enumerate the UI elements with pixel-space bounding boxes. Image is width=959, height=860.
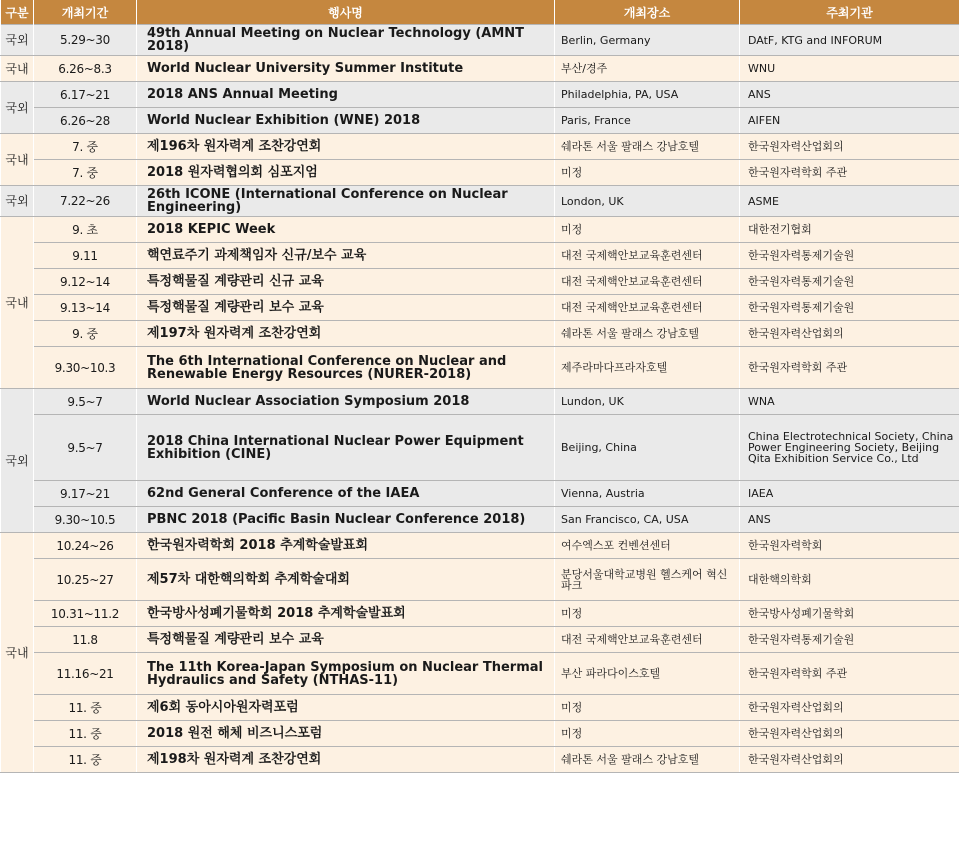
table-row: [1, 653, 959, 695]
table-row: [1, 533, 959, 559]
header-organizer: 주최기관: [740, 0, 959, 25]
period-cell: 9.12~14: [34, 269, 137, 295]
organizer-cell: 대한전기협회: [740, 217, 959, 243]
period-cell: 9.30~10.5: [34, 507, 137, 533]
organizer-cell: 한국원자력통제기술원: [740, 269, 959, 295]
period-cell: 6.26~28: [34, 108, 137, 134]
period-cell: 9.5~7: [34, 389, 137, 415]
venue-cell: London, UK: [555, 186, 740, 217]
table-row: [1, 481, 959, 507]
period-cell: 10.25~27: [34, 559, 137, 601]
category-cell: 국외: [1, 25, 34, 56]
organizer-cell: ANS: [740, 82, 959, 108]
header-row: [1, 0, 959, 25]
organizer-cell: 한국원자력학회 주관: [740, 347, 959, 389]
table-row: [1, 559, 959, 601]
organizer-cell: 한국원자력산업회의: [740, 134, 959, 160]
table-row: [1, 56, 959, 82]
organizer-cell: 한국원자력산업회의: [740, 721, 959, 747]
table-row: [1, 25, 959, 56]
venue-cell: 분당서울대학교병원 헬스케어 혁신파크: [555, 559, 740, 601]
organizer-cell: 한국원자력통제기술원: [740, 243, 959, 269]
period-cell: 10.31~11.2: [34, 601, 137, 627]
venue-cell: 부산/경주: [555, 56, 740, 82]
event-name-cell: 제57차 대한핵의학회 추계학술대회: [137, 559, 555, 601]
table-row: [1, 269, 959, 295]
header-period: 개최기간: [34, 0, 137, 25]
event-name-cell: 26th ICONE (International Conference on Nuclear Engineering): [137, 186, 555, 217]
header-venue: 개최장소: [555, 0, 740, 25]
period-cell: 7.22~26: [34, 186, 137, 217]
venue-cell: 대전 국제핵안보교육훈련센터: [555, 295, 740, 321]
period-cell: 9. 중: [34, 321, 137, 347]
venue-cell: 대전 국제핵안보교육훈련센터: [555, 243, 740, 269]
venue-cell: Vienna, Austria: [555, 481, 740, 507]
event-name-cell: The 6th International Conference on Nuclear and Renewable Energy Resources (NURER-2018): [137, 347, 555, 389]
organizer-cell: 한국원자력학회: [740, 533, 959, 559]
period-cell: 9.13~14: [34, 295, 137, 321]
event-name-cell: 한국원자력학회 2018 추계학술발표회: [137, 533, 555, 559]
venue-cell: Beijing, China: [555, 415, 740, 481]
organizer-cell: ANS: [740, 507, 959, 533]
period-cell: 9.17~21: [34, 481, 137, 507]
event-name-cell: 2018 ANS Annual Meeting: [137, 82, 555, 108]
venue-cell: 미정: [555, 601, 740, 627]
event-name-cell: 2018 원전 해체 비즈니스포럼: [137, 721, 555, 747]
table-row: [1, 747, 959, 773]
period-cell: 9.5~7: [34, 415, 137, 481]
event-name-cell: 62nd General Conference of the IAEA: [137, 481, 555, 507]
venue-cell: San Francisco, CA, USA: [555, 507, 740, 533]
venue-cell: 대전 국제핵안보교육훈련센터: [555, 269, 740, 295]
table-row: [1, 695, 959, 721]
table-row: [1, 82, 959, 108]
period-cell: 5.29~30: [34, 25, 137, 56]
table-row: [1, 160, 959, 186]
event-name-cell: 핵연료주기 과제책임자 신규/보수 교육: [137, 243, 555, 269]
venue-cell: 쉐라톤 서울 팔래스 강남호텔: [555, 321, 740, 347]
event-name-cell: 특정핵물질 계량관리 보수 교육: [137, 295, 555, 321]
venue-cell: 미정: [555, 217, 740, 243]
category-cell: 국내: [1, 134, 34, 186]
venue-cell: 여수엑스포 컨벤션센터: [555, 533, 740, 559]
event-name-cell: PBNC 2018 (Pacific Basin Nuclear Conference 2018): [137, 507, 555, 533]
organizer-cell: 한국원자력통제기술원: [740, 627, 959, 653]
event-name-cell: 특정핵물질 계량관리 신규 교육: [137, 269, 555, 295]
event-name-cell: 49th Annual Meeting on Nuclear Technology (AMNT 2018): [137, 25, 555, 56]
event-name-cell: 제6회 동아시아원자력포럼: [137, 695, 555, 721]
organizer-cell: China Electrotechnical Society, China Power Engineering Society, Beijing Qita Exhibition Service Co., Ltd: [740, 415, 959, 481]
venue-cell: 미정: [555, 160, 740, 186]
organizer-cell: AIFEN: [740, 108, 959, 134]
period-cell: 9.11: [34, 243, 137, 269]
organizer-cell: 한국원자력통제기술원: [740, 295, 959, 321]
period-cell: 7. 중: [34, 160, 137, 186]
table-row: [1, 507, 959, 533]
table-row: [1, 627, 959, 653]
venue-cell: 미정: [555, 721, 740, 747]
category-cell: 국내: [1, 533, 34, 773]
table-row: [1, 389, 959, 415]
organizer-cell: 한국방사성폐기물학회: [740, 601, 959, 627]
period-cell: 7. 중: [34, 134, 137, 160]
period-cell: 11.16~21: [34, 653, 137, 695]
organizer-cell: 한국원자력산업회의: [740, 695, 959, 721]
period-cell: 9. 초: [34, 217, 137, 243]
category-cell: 국외: [1, 389, 34, 533]
venue-cell: Berlin, Germany: [555, 25, 740, 56]
period-cell: 11. 중: [34, 695, 137, 721]
table-row: [1, 321, 959, 347]
event-name-cell: World Nuclear Association Symposium 2018: [137, 389, 555, 415]
table-row: [1, 347, 959, 389]
period-cell: 6.26~8.3: [34, 56, 137, 82]
table-row: [1, 217, 959, 243]
table-row: [1, 108, 959, 134]
organizer-cell: 대한핵의학회: [740, 559, 959, 601]
organizer-cell: WNA: [740, 389, 959, 415]
table-row: [1, 134, 959, 160]
venue-cell: 쉐라톤 서울 팔래스 강남호텔: [555, 134, 740, 160]
organizer-cell: ASME: [740, 186, 959, 217]
organizer-cell: 한국원자력산업회의: [740, 747, 959, 773]
event-name-cell: 제198차 원자력계 조찬강연회: [137, 747, 555, 773]
period-cell: 10.24~26: [34, 533, 137, 559]
table-body: [1, 25, 959, 773]
event-name-cell: World Nuclear University Summer Institute: [137, 56, 555, 82]
category-cell: 국외: [1, 82, 34, 134]
event-name-cell: 2018 KEPIC Week: [137, 217, 555, 243]
category-cell: 국내: [1, 56, 34, 82]
event-name-cell: 2018 China International Nuclear Power Equipment Exhibition (CINE): [137, 415, 555, 481]
organizer-cell: WNU: [740, 56, 959, 82]
category-cell: 국외: [1, 186, 34, 217]
event-name-cell: The 11th Korea-Japan Symposium on Nuclear Thermal Hydraulics and Safety (NTHAS-11): [137, 653, 555, 695]
event-name-cell: 특정핵물질 계량관리 보수 교육: [137, 627, 555, 653]
event-name-cell: 2018 원자력협의회 심포지엄: [137, 160, 555, 186]
table-row: [1, 601, 959, 627]
table-row: [1, 186, 959, 217]
venue-cell: 쉐라톤 서울 팔래스 강남호텔: [555, 747, 740, 773]
organizer-cell: 한국원자력학회 주관: [740, 160, 959, 186]
venue-cell: 부산 파라다이스호텔: [555, 653, 740, 695]
organizer-cell: 한국원자력학회 주관: [740, 653, 959, 695]
category-cell: 국내: [1, 217, 34, 389]
venue-cell: Philadelphia, PA, USA: [555, 82, 740, 108]
table-row: [1, 243, 959, 269]
header-name: 행사명: [137, 0, 555, 25]
table-row: [1, 295, 959, 321]
event-name-cell: 한국방사성폐기물학회 2018 추계학술발표회: [137, 601, 555, 627]
organizer-cell: IAEA: [740, 481, 959, 507]
venue-cell: 대전 국제핵안보교육훈련센터: [555, 627, 740, 653]
event-name-cell: 제196차 원자력계 조찬강연회: [137, 134, 555, 160]
venue-cell: Lundon, UK: [555, 389, 740, 415]
period-cell: 11. 중: [34, 747, 137, 773]
period-cell: 11.8: [34, 627, 137, 653]
event-name-cell: World Nuclear Exhibition (WNE) 2018: [137, 108, 555, 134]
organizer-cell: 한국원자력산업회의: [740, 321, 959, 347]
venue-cell: 제주라마다프라자호텔: [555, 347, 740, 389]
period-cell: 6.17~21: [34, 82, 137, 108]
organizer-cell: DAtF, KTG and INFORUM: [740, 25, 959, 56]
period-cell: 11. 중: [34, 721, 137, 747]
header-gubun: 구분: [1, 0, 34, 25]
event-name-cell: 제197차 원자력계 조찬강연회: [137, 321, 555, 347]
venue-cell: Paris, France: [555, 108, 740, 134]
period-cell: 9.30~10.3: [34, 347, 137, 389]
table-row: [1, 721, 959, 747]
venue-cell: 미정: [555, 695, 740, 721]
table-row: [1, 415, 959, 481]
